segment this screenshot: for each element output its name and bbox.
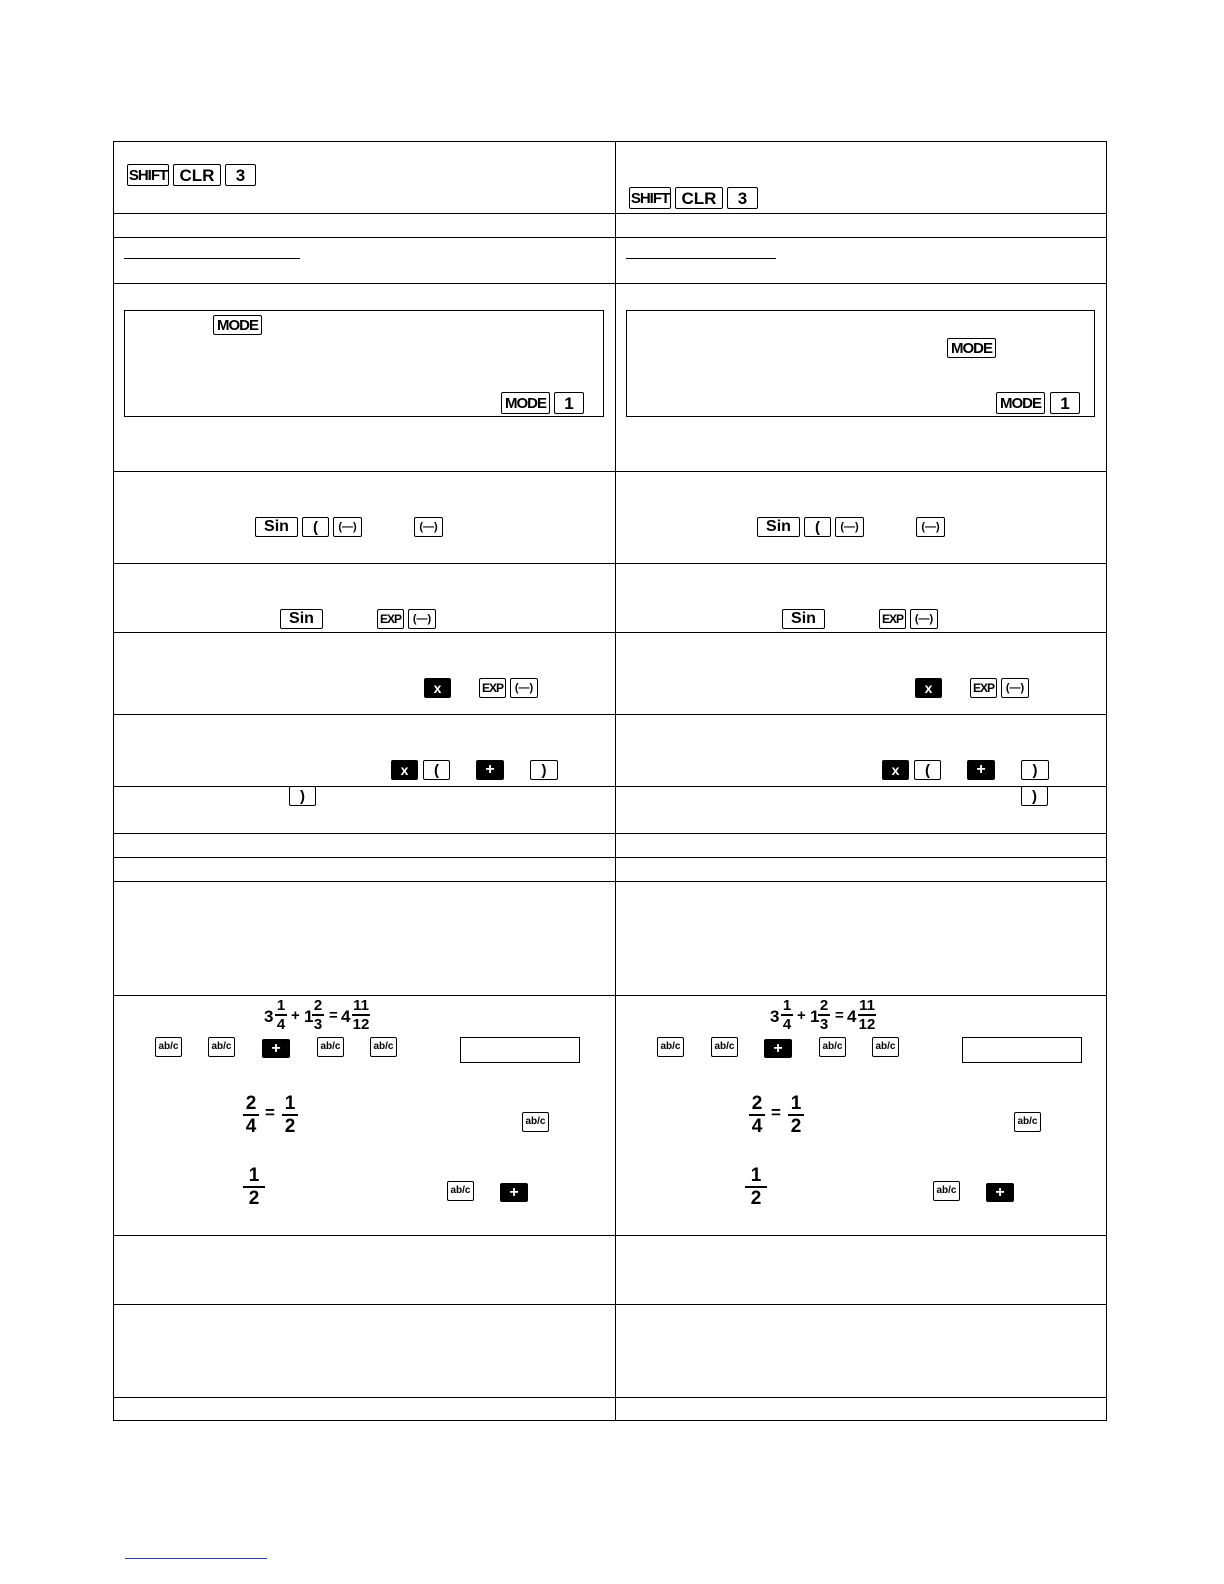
add-key: + xyxy=(476,760,504,780)
denominator: 3 xyxy=(819,1016,829,1033)
row-divider xyxy=(114,563,1106,564)
numerator: 2 xyxy=(819,997,829,1014)
fraction xyxy=(781,998,793,1032)
denominator: 2 xyxy=(790,1116,802,1137)
add-key: + xyxy=(986,1183,1014,1202)
fraction xyxy=(352,998,370,1032)
mixed-whole: 1 xyxy=(304,1007,314,1026)
negative-key: (—) xyxy=(916,517,945,537)
fraction-key: ab/c xyxy=(370,1037,397,1057)
equals-sign: = xyxy=(329,1007,338,1024)
mode-key: MODE xyxy=(501,392,550,414)
fraction xyxy=(275,998,287,1032)
fraction-key: ab/c xyxy=(447,1181,474,1201)
exp-key: EXP xyxy=(479,678,506,698)
numerator: 11 xyxy=(353,997,369,1014)
fraction-key: ab/c xyxy=(872,1037,899,1057)
fraction xyxy=(788,1094,804,1136)
row-divider xyxy=(114,1397,1106,1398)
plus-sign: + xyxy=(797,1007,806,1024)
numerator: 1 xyxy=(790,1093,802,1114)
fraction-key: ab/c xyxy=(819,1037,846,1057)
sin-key: Sin xyxy=(280,609,323,629)
answer-box xyxy=(962,1037,1082,1063)
numerator: 2 xyxy=(751,1093,763,1114)
fraction xyxy=(858,998,876,1032)
numerator: 1 xyxy=(750,1165,762,1186)
add-key: + xyxy=(500,1183,528,1202)
clr-key: CLR xyxy=(173,164,221,186)
denominator: 4 xyxy=(751,1116,763,1137)
three-key: 3 xyxy=(727,187,758,209)
equals-sign: = xyxy=(771,1103,781,1122)
fraction-key: ab/c xyxy=(208,1037,235,1057)
column-divider xyxy=(615,142,616,1420)
fraction-key: ab/c xyxy=(1014,1112,1041,1132)
denominator: 12 xyxy=(352,1016,370,1033)
fraction xyxy=(282,1094,298,1136)
numerator: 1 xyxy=(284,1093,296,1114)
numerator: 1 xyxy=(782,997,792,1014)
mixed-whole: 1 xyxy=(810,1007,820,1026)
mixed-whole: 3 xyxy=(770,1007,780,1026)
fraction-key: ab/c xyxy=(317,1037,344,1057)
denominator: 4 xyxy=(782,1016,792,1033)
mixed-whole: 4 xyxy=(341,1007,351,1026)
row-divider xyxy=(114,283,1106,284)
fraction-key: ab/c xyxy=(711,1037,738,1057)
fraction xyxy=(818,998,830,1032)
denominator: 2 xyxy=(750,1188,762,1209)
plus-sign: + xyxy=(291,1007,300,1024)
row-divider xyxy=(114,1304,1106,1305)
denominator: 4 xyxy=(276,1016,286,1033)
three-key: 3 xyxy=(225,164,256,186)
exp-key: EXP xyxy=(377,609,404,629)
close-paren-key: ) xyxy=(1021,760,1049,780)
numerator: 2 xyxy=(245,1093,257,1114)
open-paren-key: ( xyxy=(423,760,450,780)
fraction xyxy=(243,1094,259,1136)
denominator: 3 xyxy=(313,1016,323,1033)
fraction xyxy=(749,1094,765,1136)
fraction-key: ab/c xyxy=(657,1037,684,1057)
numerator: 1 xyxy=(276,997,286,1014)
fraction-key: ab/c xyxy=(933,1181,960,1201)
multiply-key: x xyxy=(882,760,909,780)
answer-box xyxy=(460,1037,580,1063)
negative-key: (—) xyxy=(910,609,938,629)
fraction-key: ab/c xyxy=(522,1112,549,1132)
row-divider xyxy=(114,995,1106,996)
numerator: 1 xyxy=(248,1165,260,1186)
multiply-key: x xyxy=(391,760,418,780)
heading-underline xyxy=(626,258,776,259)
mixed-whole: 4 xyxy=(847,1007,857,1026)
exp-key: EXP xyxy=(970,678,997,698)
row-divider xyxy=(114,237,1106,238)
row-divider xyxy=(114,632,1106,633)
mode-key: MODE xyxy=(213,315,262,335)
equals-sign: = xyxy=(265,1103,275,1122)
row-divider xyxy=(114,471,1106,472)
open-paren-key: ( xyxy=(804,517,831,537)
row-divider xyxy=(114,833,1106,834)
multiply-key: x xyxy=(424,678,451,698)
negative-key: (—) xyxy=(408,609,436,629)
close-paren-key: ) xyxy=(289,786,316,806)
negative-key: (—) xyxy=(333,517,362,537)
row-divider xyxy=(114,857,1106,858)
denominator: 2 xyxy=(284,1116,296,1137)
negative-key: (—) xyxy=(835,517,864,537)
add-key: + xyxy=(262,1039,290,1058)
mode-key: MODE xyxy=(996,392,1045,414)
add-key: + xyxy=(764,1039,792,1058)
shift-key: SHIFT xyxy=(629,187,671,209)
footer-link[interactable] xyxy=(125,1558,267,1559)
numerator: 2 xyxy=(313,997,323,1014)
shift-key: SHIFT xyxy=(127,164,169,186)
sin-key: Sin xyxy=(255,517,298,537)
one-key: 1 xyxy=(554,392,584,414)
exp-key: EXP xyxy=(879,609,906,629)
fraction xyxy=(243,1166,265,1208)
sin-key: Sin xyxy=(782,609,825,629)
denominator: 4 xyxy=(245,1116,257,1137)
add-key: + xyxy=(967,760,995,780)
numerator: 11 xyxy=(859,997,875,1014)
negative-key: (—) xyxy=(510,678,538,698)
row-divider xyxy=(114,213,1106,214)
sin-key: Sin xyxy=(757,517,800,537)
mode-key: MODE xyxy=(947,338,996,358)
denominator: 2 xyxy=(248,1188,260,1209)
row-divider xyxy=(114,786,1106,787)
negative-key: (—) xyxy=(414,517,443,537)
fraction xyxy=(745,1166,767,1208)
clr-key: CLR xyxy=(675,187,723,209)
open-paren-key: ( xyxy=(914,760,941,780)
heading-underline xyxy=(124,258,300,259)
fraction xyxy=(312,998,324,1032)
mixed-whole: 3 xyxy=(264,1007,274,1026)
one-key: 1 xyxy=(1050,392,1080,414)
row-divider xyxy=(114,714,1106,715)
open-paren-key: ( xyxy=(302,517,329,537)
row-divider xyxy=(114,1235,1106,1236)
multiply-key: x xyxy=(915,678,942,698)
row-divider xyxy=(114,881,1106,882)
equals-sign: = xyxy=(835,1007,844,1024)
denominator: 12 xyxy=(858,1016,876,1033)
close-paren-key: ) xyxy=(530,760,558,780)
negative-key: (—) xyxy=(1001,678,1029,698)
close-paren-key: ) xyxy=(1021,786,1048,806)
fraction-key: ab/c xyxy=(155,1037,182,1057)
